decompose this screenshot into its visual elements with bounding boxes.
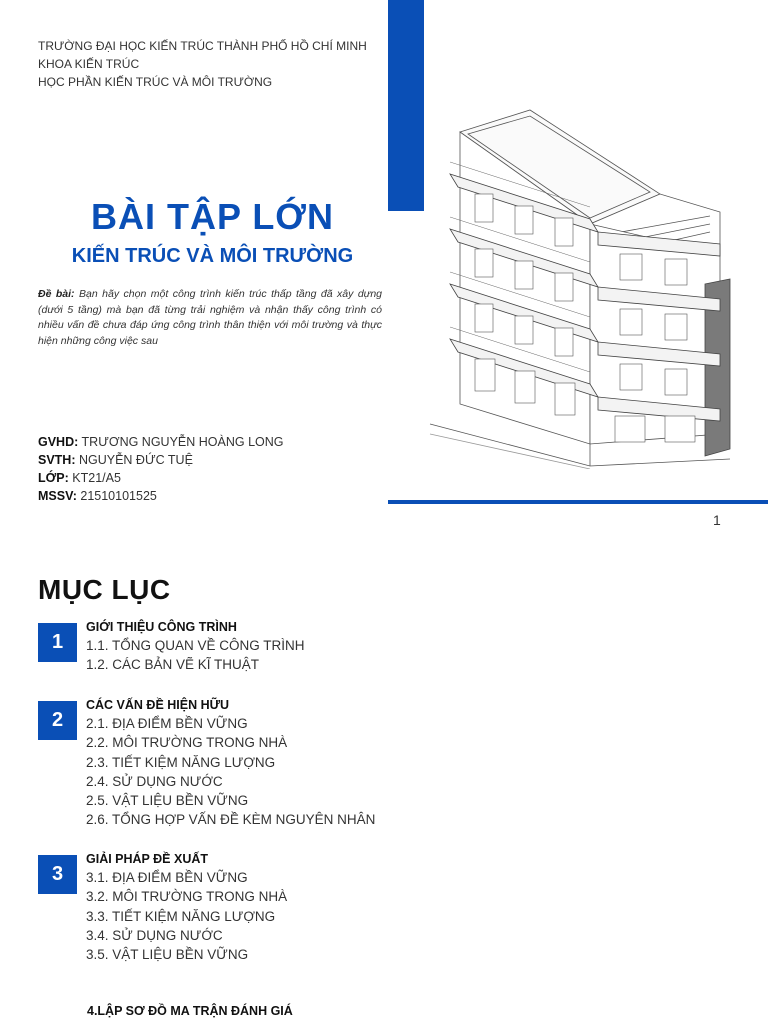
info-value: TRƯƠNG NGUYỄN HOÀNG LONG — [78, 435, 284, 449]
toc-item: 2.5. VẬT LIỆU BỀN VỮNG — [86, 793, 249, 809]
info-label: MSSV: — [38, 489, 77, 503]
toc-item: 2.6. TỔNG HỢP VẤN ĐỀ KÈM NGUYÊN NHÂN — [86, 812, 376, 828]
description-text: Bạn hãy chọn một công trình kiến trúc thấp tầng đã xây dựng (dưới 5 tầng) mà bạn đã từng trải nghiệm và nhận thấy công trình có nhiều vấn đề chưa đáp ứng công trình thân thiện với môi trường và thực hiện những công việc sau — [38, 288, 383, 347]
section-heading: GIẢI PHÁP ĐỀ XUẤT — [86, 852, 209, 866]
toc-item: 2.4. SỬ DỤNG NƯỚC — [86, 773, 223, 789]
page-number: 1 — [713, 512, 721, 528]
toc-section-4-heading: 4.LẬP SƠ ĐỒ MA TRẬN ĐÁNH GIÁ — [87, 1004, 293, 1018]
info-row-class — [38, 469, 284, 487]
section-number-badge: 1 — [38, 623, 77, 662]
building-drawing — [420, 104, 740, 469]
school-header — [38, 37, 383, 91]
info-row-student-id — [38, 487, 284, 505]
cover-subtitle: KIẾN TRÚC VÀ MÔI TRƯỜNG — [71, 245, 354, 267]
toc-title: MỤC LỤC — [38, 574, 171, 605]
toc-item: 3.4. SỬ DỤNG NƯỚC — [86, 927, 223, 943]
toc-item: 3.1. ĐỊA ĐIỂM BỀN VỮNG — [86, 870, 248, 885]
description-label: Đề bài: — [38, 288, 75, 300]
toc-item: 2.2. MÔI TRƯỜNG TRONG NHÀ — [86, 735, 288, 751]
accent-bar-horizontal — [388, 500, 768, 504]
info-value: KT21/A5 — [68, 471, 121, 485]
toc-item: 3.3. TIẾT KIỆM NĂNG LƯỢNG — [86, 908, 276, 924]
toc-item: 3.5. VẬT LIỆU BỀN VỮNG — [86, 947, 249, 963]
toc-item: 1.2. CÁC BẢN VẼ KĨ THUẬT — [86, 657, 260, 673]
section-heading: GIỚI THIỆU CÔNG TRÌNH — [86, 620, 237, 634]
assignment-description — [38, 287, 382, 349]
student-info — [38, 433, 284, 505]
info-value: 21510101525 — [76, 489, 157, 503]
course-line: HỌC PHẦN KIẾN TRÚC VÀ MÔI TRƯỜNG — [38, 75, 273, 89]
info-label: GVHD: — [38, 435, 79, 449]
accent-bar-vertical — [388, 0, 424, 211]
cover-title: BÀI TẬP LỚN — [90, 196, 335, 237]
info-row-student — [38, 451, 284, 469]
info-value: NGUYỄN ĐỨC TUỆ — [75, 453, 193, 467]
school-line: TRƯỜNG ĐẠI HỌC KIẾN TRÚC THÀNH PHỐ HỒ CHÍ MINH — [38, 39, 367, 53]
section-body — [86, 696, 426, 830]
section-body — [86, 850, 426, 964]
faculty-line: KHOA KIẾN TRÚC — [38, 57, 140, 71]
section-heading: CÁC VẤN ĐỀ HIỆN HỮU — [86, 698, 230, 712]
info-label: LỚP: — [38, 471, 69, 485]
toc-item: 1.1. TỔNG QUAN VỀ CÔNG TRÌNH — [86, 638, 305, 653]
section-number-badge: 2 — [38, 701, 77, 740]
info-label: SVTH: — [38, 453, 76, 467]
toc-item: 2.1. ĐỊA ĐIỂM BỀN VỮNG — [86, 716, 248, 731]
toc-item: 2.3. TIẾT KIỆM NĂNG LƯỢNG — [86, 754, 276, 770]
section-number-badge: 3 — [38, 855, 77, 894]
section-body — [86, 618, 426, 675]
toc-item: 3.2. MÔI TRƯỜNG TRONG NHÀ — [86, 889, 288, 905]
info-row-instructor — [38, 433, 284, 451]
